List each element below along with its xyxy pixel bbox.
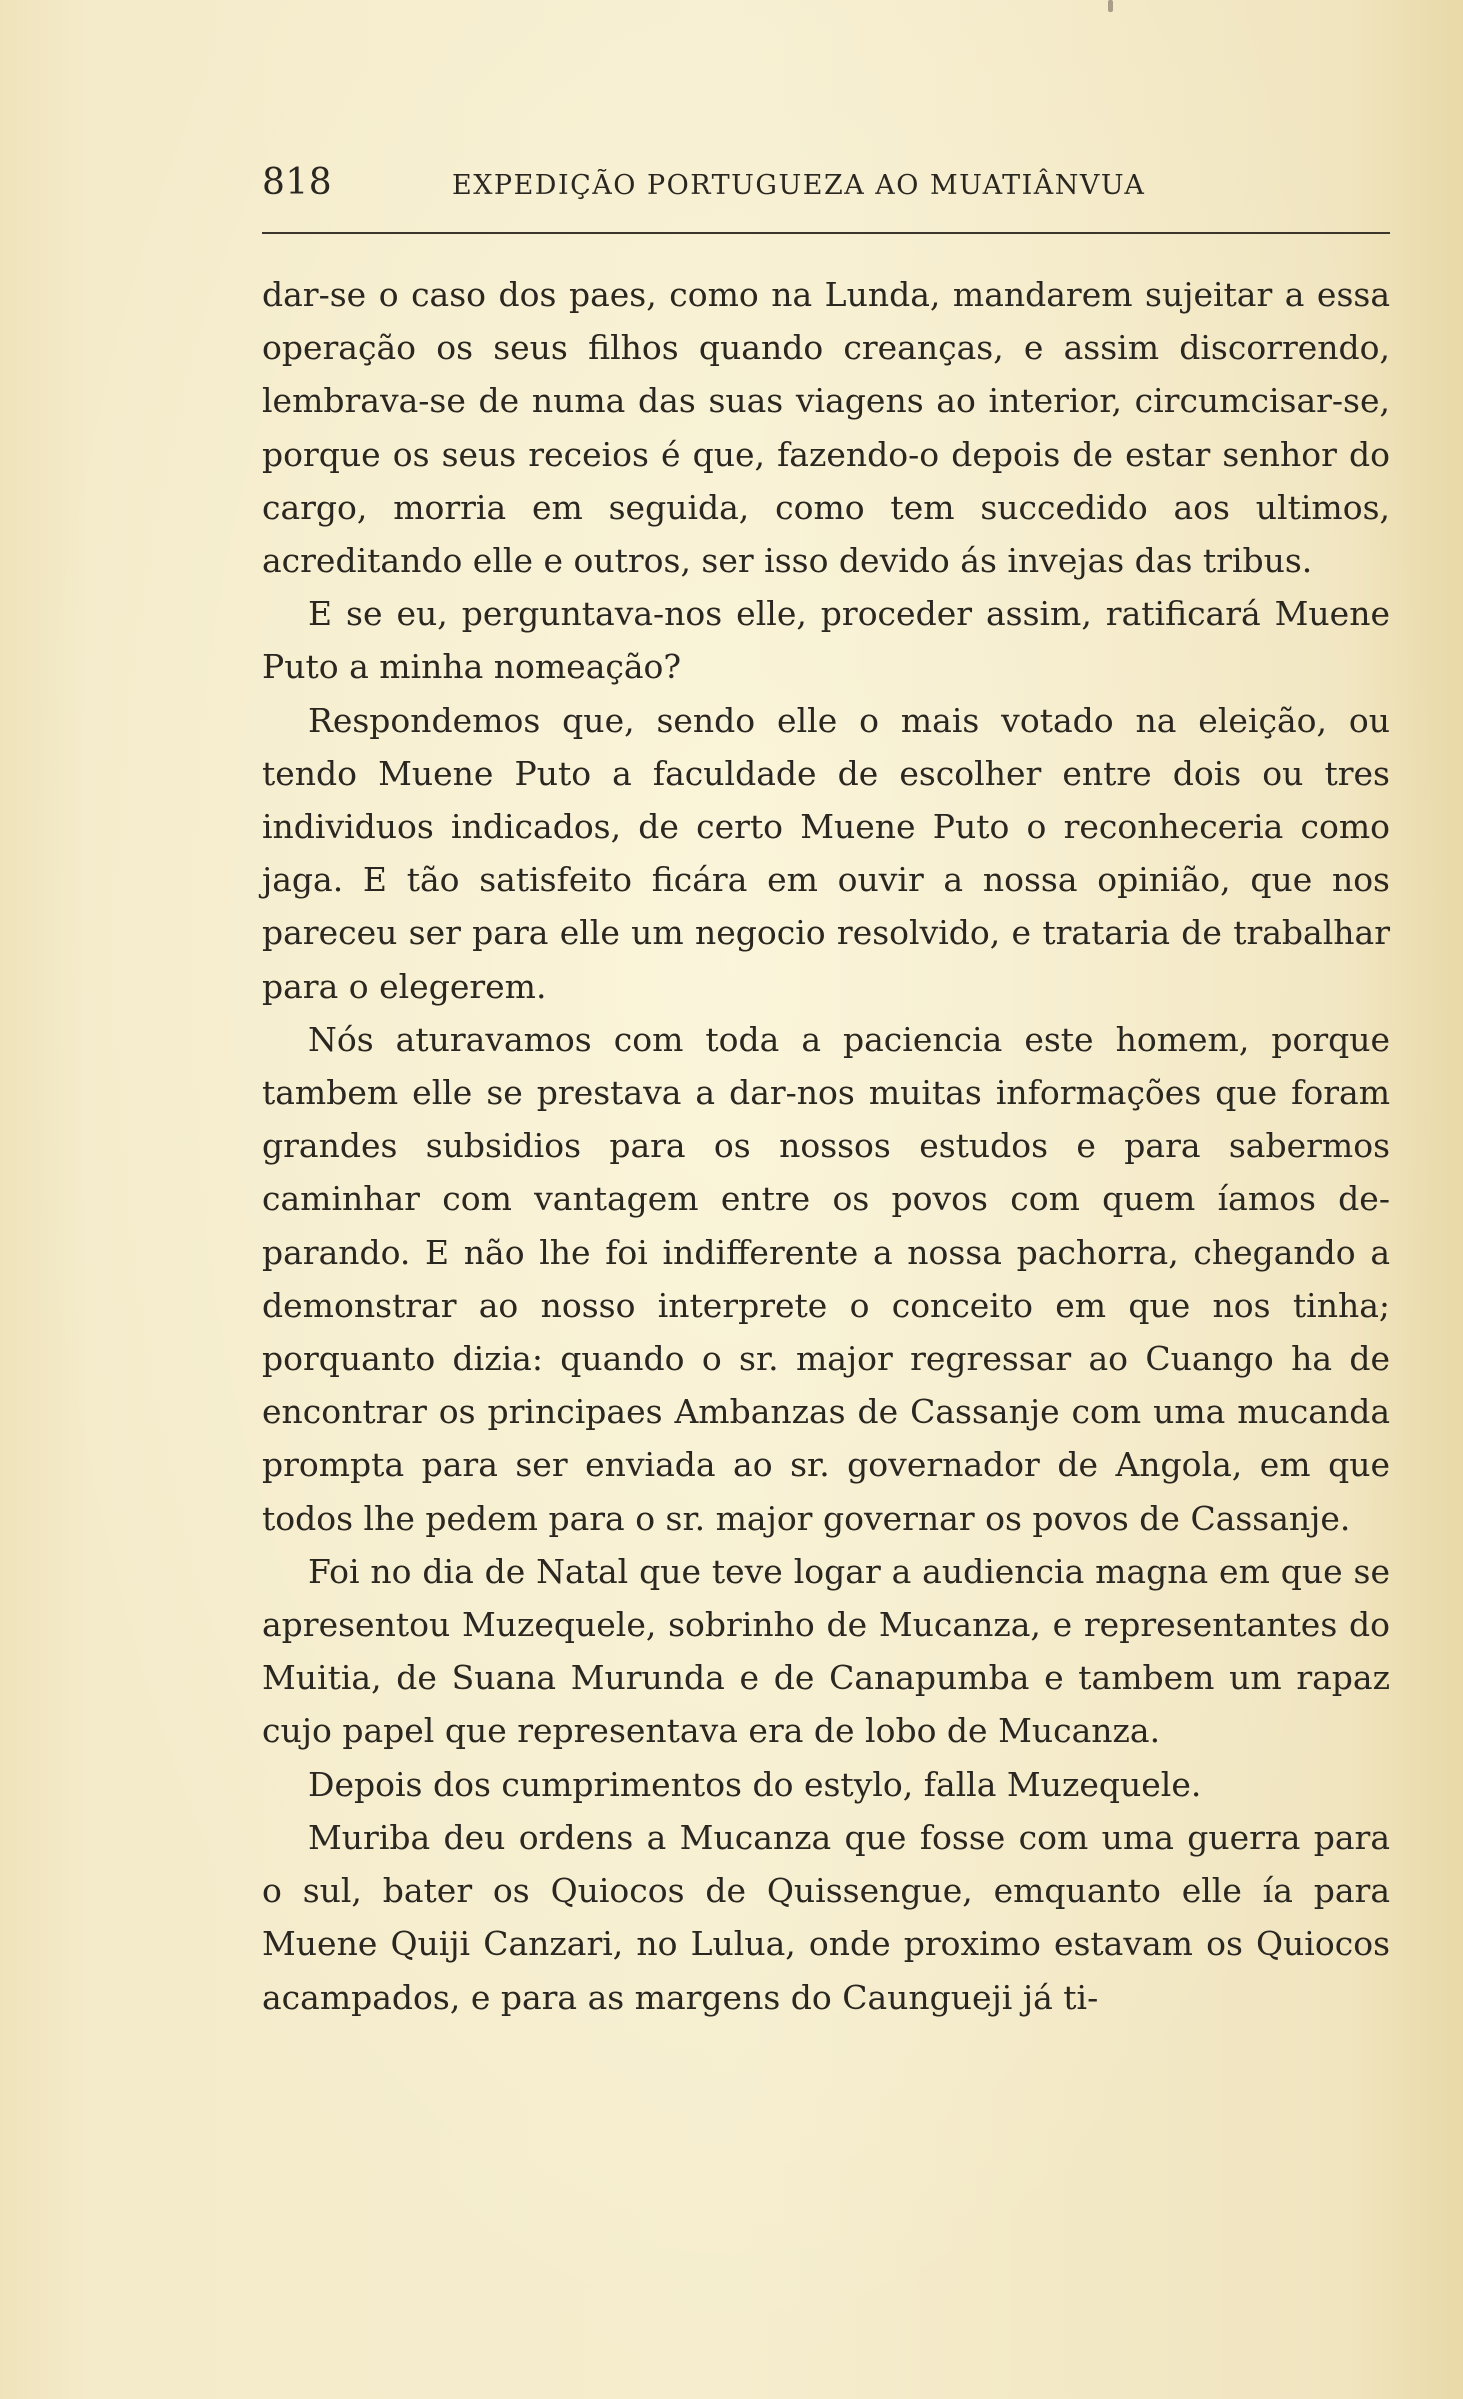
paragraph: Depois dos cumprimentos do estylo, falla Muzequele. [308,1764,1202,1804]
ink-speck [1108,0,1113,12]
paragraph: Foi no dia de Natal que teve logar a audiencia magna em que se apresentou Muzequele, sobrinho de Mucanza, e representantes do Muitia, de Suana Murunda e de Canapumba e tambem um rapaz cujo papel que representava era de lobo de Mucanza. [262,1551,1390,1751]
paragraph: E se eu, perguntava-nos elle, proceder assim, ratificará Muene Puto a minha nomeação? [262,594,1390,687]
paragraph: Muriba deu ordens a Mucanza que fosse com uma guerra para o sul, bater os Quiocos de Quissengue, emquanto elle ía para Muene Quiji Canzari, no Lulua, onde proximo estavam os Quiocos acampados, e para as margens do Caungueji já ti- [262,1817,1390,2017]
paragraph: Respondemos que, sendo elle o mais votado na eleição, ou tendo Muene Puto a faculdade de escolher entre dois ou tres individuos indicados, de certo Muene Puto o reconheceria como jaga. E tão satisfeito ficára em ouvir a nossa opinião, que nos pareceu ser para elle um negocio resolvido, e trataria de trabalhar para o elegerem. [262,700,1390,1006]
running-title: EXPEDIÇÃO PORTUGUEZA AO MUATIÂNVUA [452,170,1146,201]
header-rule [262,232,1390,234]
paragraph: dar-se o caso dos paes, como na Lunda, mandarem sujeitar a essa operação os seus filhos quando creanças, e assim discorrendo, lembrava-se de numa das suas viagens ao interior, circumcisar-se, porque os seus receios é que, fazendo-o depois de estar senhor do cargo, morria em seguida, como tem succedido aos ultimos, acreditando elle e outros, ser isso devido ás invejas das tribus. [262,275,1390,581]
page-number: 818 [262,162,333,203]
running-head [262,162,1390,216]
body-text [262,268,1390,2024]
paragraph: Nós aturavamos com toda a paciencia este homem, porque tambem elle se prestava a dar-nos muitas informações que foram grandes subsidios para os nossos estudos e para sabermos caminhar com vantagem entre os povos com quem íamos deparando. E não lhe foi indifferente a nossa pachorra, chegando a demonstrar ao nosso interprete o conceito em que nos tinha; porquanto dizia: quando o sr. major regressar ao Cuango ha de encontrar os principaes Ambanzas de Cassanje com uma mucanda prompta para ser enviada ao sr. governador de Angola, em que todos lhe pedem para o sr. major governar os povos de Cassanje. [262,1019,1390,1538]
